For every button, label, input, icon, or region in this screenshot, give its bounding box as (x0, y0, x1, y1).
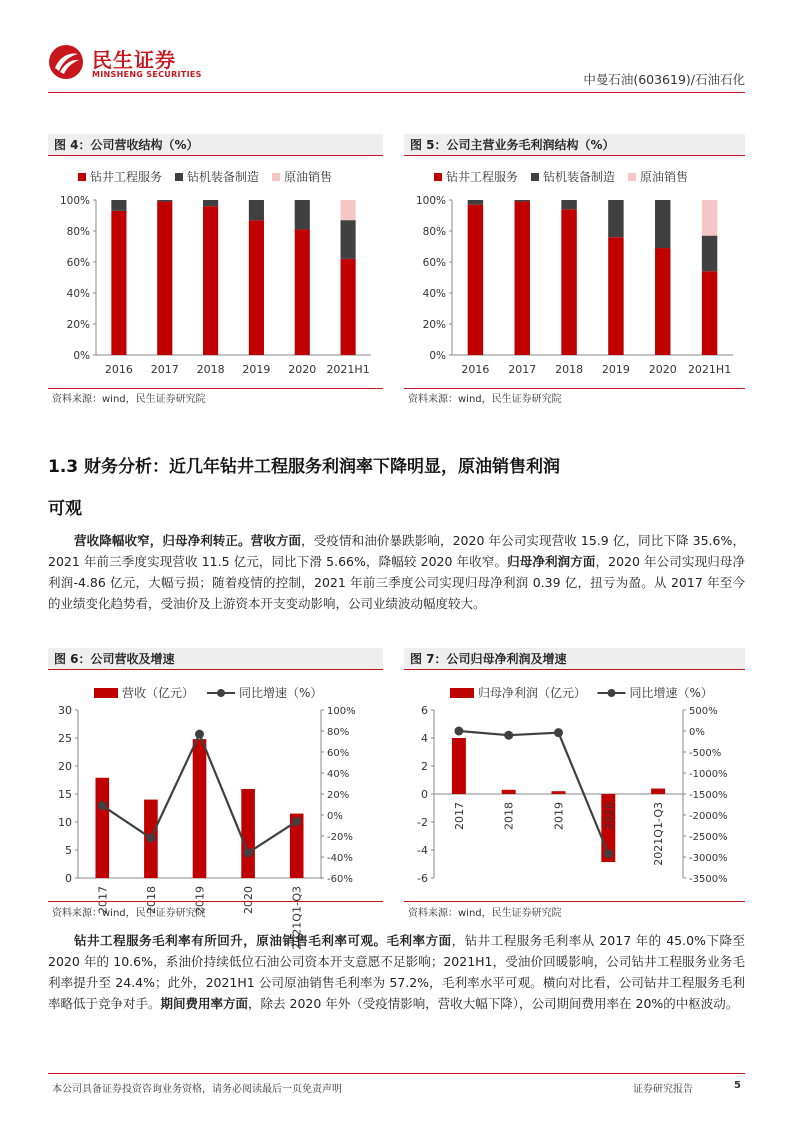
fig4-bar-1-2 (203, 200, 218, 206)
fig4-bar-0-5 (341, 259, 356, 355)
fig4-xtick-3: 2019 (242, 363, 271, 376)
para1-bold-1: 营收降幅收窄，归母净利转正。 (74, 533, 251, 548)
fig5-xtick-0: 2016 (461, 363, 490, 376)
fig6-ytick-right-5: 40% (327, 769, 350, 780)
fig4-bar-2-5 (341, 200, 356, 220)
fig4-bar-0-1 (157, 202, 172, 355)
fig7-ytick-left-5: 4 (421, 732, 428, 745)
fig7-ytick-right-7: 0% (689, 727, 705, 738)
fig6-ytick-right-7: 80% (327, 727, 350, 738)
para2-bold-2: 毛利率方面 (386, 933, 452, 948)
section-heading-line1: 1.3 财务分析：近几年钻井工程服务利润率下降明显，原油销售利润 (48, 457, 561, 477)
fig5-bar-1-1 (515, 200, 530, 202)
fig6-legend-bar-label: 营收（亿元） (122, 686, 195, 700)
fig7-ytick-right-3: -2000% (689, 811, 728, 822)
fig6-ytick-right-3: 0% (327, 811, 343, 822)
fig7-legend-line-marker (608, 689, 616, 697)
fig4-legend-label-2: 原油销售 (284, 170, 333, 184)
para2-bold-3: 期间费用率方面 (160, 996, 249, 1011)
fig6-bar-3 (241, 789, 255, 878)
fig5-bar-1-3 (608, 200, 623, 237)
fig4-title: 图 4：公司营收结构（%） (48, 134, 383, 156)
fig7-legend-bar-swatch (450, 688, 474, 698)
fig5-bar-0-1 (515, 202, 530, 355)
fig5-ytick-3: 60% (422, 257, 446, 269)
fig4-ytick-3: 60% (66, 257, 90, 269)
fig4-bar-0-3 (249, 220, 264, 355)
fig7-ytick-left-4: 2 (421, 760, 428, 773)
fig7-bar-1 (502, 790, 516, 794)
fig4-bar-1-5 (341, 220, 356, 259)
fig7-bar-2 (552, 791, 566, 794)
fig7-ytick-left-0: -6 (417, 872, 428, 885)
fig7-growth-point-3 (604, 849, 613, 858)
fig5-ytick-1: 20% (422, 319, 446, 331)
paragraph-margin (48, 930, 745, 1014)
fig7-ytick-left-2: -2 (417, 816, 428, 829)
fig6-ytick-left-2: 10 (58, 816, 72, 829)
fig5-xtick-4: 2020 (648, 363, 677, 376)
fig5-bar-1-5 (702, 236, 717, 272)
fig4-legend-label-1: 钻机装备制造 (187, 170, 260, 184)
fig5-ytick-0: 0% (429, 350, 446, 362)
fig7-growth-line (459, 731, 608, 854)
fig5-bar-2-5 (702, 200, 717, 236)
fig4-bar-1-1 (157, 200, 172, 202)
fig7-ytick-right-2: -2500% (689, 832, 728, 843)
para2-bold-1: 钻井工程服务毛利率有所回升，原油销售毛利率可观。 (74, 933, 387, 948)
fig5-bar-0-4 (655, 248, 670, 355)
fig5-legend-swatch-2 (628, 173, 636, 181)
fig6-xtick-2: 2019 (193, 886, 207, 914)
fig5-source: 资料来源：wind，民生证券研究院 (408, 394, 562, 405)
fig4-bar-0-0 (111, 211, 126, 355)
fig5-bar-0-2 (561, 209, 576, 355)
fig6-title: 图 6：公司营收及增速 (48, 648, 383, 670)
fig6-ytick-right-6: 60% (327, 748, 350, 759)
fig6-ytick-left-6: 30 (58, 704, 72, 717)
fig5-xtick-1: 2017 (508, 363, 537, 376)
fig4-legend-label-0: 钻井工程服务 (90, 170, 163, 184)
fig5-ytick-2: 40% (422, 288, 446, 300)
page-number: 5 (734, 1080, 741, 1091)
fig7-legend-bar-label: 归母净利润（亿元） (478, 686, 587, 700)
fig5-ytick-4: 80% (422, 226, 446, 238)
fig4-bar-1-0 (111, 200, 126, 211)
fig7-ytick-left-1: -4 (417, 844, 428, 857)
fig4-xtick-5: 2021H1 (326, 363, 370, 376)
header-divider (48, 92, 745, 93)
fig4-ytick-1: 20% (66, 319, 90, 331)
fig5-legend-swatch-1 (531, 173, 539, 181)
fig4-source-divider (48, 388, 383, 389)
fig6-xtick-1: 2018 (144, 886, 158, 914)
footer-report-type: 证券研究报告 (633, 1084, 693, 1095)
para1-bold-2: 营收方面 (250, 533, 302, 548)
fig7-xtick-3: 2020 (602, 802, 616, 830)
paragraph-revenue (48, 530, 745, 614)
fig6-source: 资料来源：wind，民生证券研究院 (52, 908, 206, 919)
page-header (0, 0, 793, 100)
fig4-bar-0-2 (203, 206, 218, 355)
fig4-ytick-4: 80% (66, 226, 90, 238)
para2-text-1: ，钻井工程服务毛利率从 2017 年的 45.0%下降至 2020 年的 10.6%，系油价持续低位石油公司资本开支意愿不足影响；2021H1，受油价回暖影响，公司钻井工程服务业务毛利率提升至 24.4%；此外，2021H1 公司原油销售毛利率为 57.2%，毛利率水平可观。横向对比看，公司钻井工程服务毛利率略低于竞争对手。 (48, 933, 745, 1011)
fig6-ytick-right-4: 20% (327, 790, 350, 801)
fig4-ytick-5: 100% (59, 195, 90, 207)
fig7-ytick-right-8: 500% (689, 706, 718, 717)
minsheng-logo-icon (48, 44, 84, 80)
fig7-ytick-right-4: -1500% (689, 790, 728, 801)
fig4-source: 资料来源：wind，民生证券研究院 (52, 394, 206, 405)
fig4-bar-1-4 (295, 200, 310, 229)
fig5-bar-1-4 (655, 200, 670, 248)
fig7-source-divider (404, 901, 745, 902)
fig7-bar-4 (651, 789, 665, 794)
fig6-legend-bar-swatch (94, 688, 118, 698)
fig6-ytick-left-1: 5 (65, 844, 72, 857)
fig4-xtick-1: 2017 (150, 363, 179, 376)
fig4-legend-swatch-0 (78, 173, 86, 181)
fig5-xtick-2: 2018 (555, 363, 584, 376)
fig5-title: 图 5：公司主营业务毛利润结构（%） (404, 134, 745, 156)
fig6-ytick-left-3: 15 (58, 788, 72, 801)
para1-bold-3: 归母净利润方面 (507, 554, 596, 569)
fig5-legend-swatch-0 (434, 173, 442, 181)
fig7-ytick-right-0: -3500% (689, 874, 728, 885)
fig5-bar-0-0 (468, 205, 483, 355)
fig7-xtick-2: 2019 (552, 802, 566, 830)
section-heading-line2: 可观 (48, 499, 82, 519)
fig6-ytick-left-0: 0 (65, 872, 72, 885)
fig6-bar-0 (95, 778, 109, 878)
para1-text-2: ，2020 年公司实现归母净利润-4.86 亿元，大幅亏损；随着疫情的控制，2021 年前三季度公司实现归母净利润 0.39 亿，扭亏为盈。从 2017 年至今的业绩变化趋势看，受油价及上游资本开支变动影响，公司业绩波动幅度较大。 (48, 554, 745, 611)
fig6-growth-point-4 (292, 817, 301, 826)
fig6-ytick-right-1: -40% (327, 853, 353, 864)
fig7-xtick-1: 2018 (502, 802, 516, 830)
fig7-xtick-0: 2017 (452, 802, 466, 830)
logo-text-en: MINSHENG SECURITIES (92, 70, 202, 79)
fig6-bar-2 (193, 739, 207, 878)
fig6-growth-point-3 (244, 848, 253, 857)
fig7-chart (404, 676, 745, 898)
fig6-ytick-left-4: 20 (58, 760, 72, 773)
fig6-ytick-left-5: 25 (58, 732, 72, 745)
fig4-legend-swatch-2 (272, 173, 280, 181)
fig7-ytick-right-6: -500% (689, 748, 722, 759)
fig7-ytick-right-1: -3000% (689, 853, 728, 864)
fig5-xtick-3: 2019 (601, 363, 630, 376)
fig7-title: 图 7：公司归母净利润及增速 (404, 648, 745, 670)
fig4-xtick-4: 2020 (288, 363, 317, 376)
fig6-growth-point-1 (146, 834, 155, 843)
fig4-bar-0-4 (295, 229, 310, 355)
fig5-bar-0-3 (608, 237, 623, 355)
fig4-ytick-0: 0% (73, 350, 90, 362)
fig5-bar-1-0 (468, 200, 483, 205)
fig5-legend-label-1: 钻机装备制造 (543, 170, 616, 184)
fig6-xtick-4: 2021Q1-Q3 (290, 886, 304, 950)
fig6-ytick-right-2: -20% (327, 832, 353, 843)
fig4-chart (48, 160, 383, 385)
fig4-xtick-0: 2016 (104, 363, 133, 376)
fig7-ytick-right-5: -1000% (689, 769, 728, 780)
fig6-legend-line-label: 同比增速（%） (239, 686, 323, 700)
para1-text-1: ，受疫情和油价暴跌影响，2020 年公司实现营收 15.9 亿，同比下降 35.6%，2021 年前三季度实现营收 11.5 亿元，同比下滑 5.66%，降幅较 2020 年收窄。 (48, 533, 745, 569)
fig4-ytick-2: 40% (66, 288, 90, 300)
fig7-growth-point-0 (454, 727, 463, 736)
fig6-growth-point-0 (98, 801, 107, 810)
fig6-xtick-3: 2020 (242, 886, 256, 914)
fig7-growth-point-2 (554, 728, 563, 737)
fig6-ytick-right-8: 100% (327, 706, 356, 717)
header-stock-label: 中曼石油(603619)/石油石化 (583, 72, 745, 87)
fig6-ytick-right-0: -60% (327, 874, 353, 885)
fig4-xtick-2: 2018 (196, 363, 225, 376)
fig6-xtick-0: 2017 (96, 886, 110, 914)
fig4-legend-swatch-1 (175, 173, 183, 181)
fig6-source-divider (48, 901, 383, 902)
fig7-source: 资料来源：wind，民生证券研究院 (408, 908, 562, 919)
fig7-growth-point-1 (504, 731, 513, 740)
footer-disclaimer: 本公司具备证券投资咨询业务资格，请务必阅读最后一页免责声明 (52, 1084, 342, 1095)
fig5-bar-1-2 (561, 200, 576, 209)
fig5-legend-label-0: 钻井工程服务 (446, 170, 519, 184)
fig7-ytick-left-3: 0 (421, 788, 428, 801)
fig5-source-divider (404, 388, 745, 389)
footer-divider (48, 1073, 745, 1074)
fig6-legend-line-marker (217, 689, 225, 697)
fig7-ytick-left-6: 6 (421, 704, 428, 717)
fig7-bar-0 (452, 738, 466, 794)
fig7-legend-line-label: 同比增速（%） (629, 686, 713, 700)
para2-text-2: ，除去 2020 年外（受疫情影响，营收大幅下降），公司期间费用率在 20%的中枢波动。 (248, 996, 739, 1011)
fig4-bar-1-3 (249, 200, 264, 220)
fig5-ytick-5: 100% (415, 195, 446, 207)
fig5-legend-label-2: 原油销售 (640, 170, 689, 184)
fig6-growth-point-2 (195, 730, 204, 739)
fig5-bar-0-5 (702, 271, 717, 355)
logo-text-cn: 民生证券 (92, 48, 176, 72)
fig7-xtick-4: 2021Q1-Q3 (652, 802, 666, 866)
fig5-xtick-5: 2021H1 (687, 363, 732, 376)
fig5-chart (404, 160, 745, 385)
